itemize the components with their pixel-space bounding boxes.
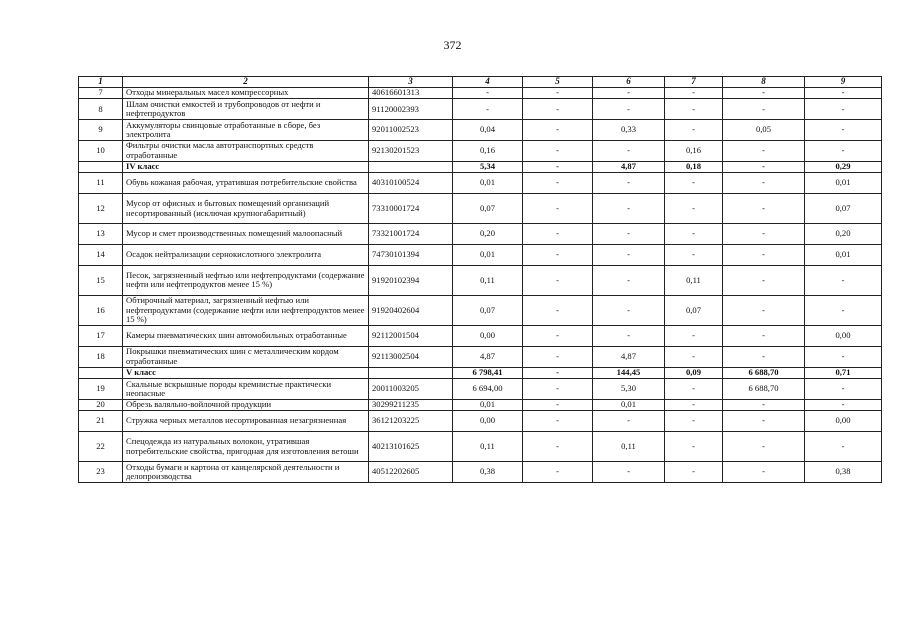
cell-code: 30299211235 (369, 399, 453, 410)
cell-c6: - (593, 265, 665, 295)
cell-c6: - (593, 88, 665, 99)
cell-c5: - (523, 411, 593, 432)
cell-c8: - (723, 224, 805, 245)
header-cell: 1 (79, 77, 123, 88)
cell-n: 11 (79, 173, 123, 194)
cell-c7: 0,07 (665, 295, 723, 325)
cell-n: 13 (79, 224, 123, 245)
cell-name: Обтирочный материал, загрязненный нефтью или нефтепродуктами (содержание нефти или нефтепродуктов менее 15 %) (123, 295, 369, 325)
table-row (79, 173, 882, 194)
cell-c5: - (523, 462, 593, 483)
cell-code: 40213101625 (369, 432, 453, 462)
cell-c5: - (523, 173, 593, 194)
cell-name: IV класс (123, 161, 369, 172)
cell-n: 22 (79, 432, 123, 462)
cell-c5: - (523, 161, 593, 172)
cell-c9: 0,01 (805, 244, 882, 265)
cell-c6: - (593, 462, 665, 483)
cell-c9: - (805, 295, 882, 325)
cell-c4: 0,04 (453, 120, 523, 141)
cell-c8: 6 688,70 (723, 367, 805, 378)
cell-c4: 0,07 (453, 193, 523, 223)
table-row (79, 88, 882, 99)
cell-code: 40512202605 (369, 462, 453, 483)
class-row (79, 367, 882, 378)
cell-c6: - (593, 99, 665, 120)
cell-name: Мусор от офисных и бытовых помещений организаций несортированный (исключая крупногабаритный) (123, 193, 369, 223)
cell-c4: 6 694,00 (453, 379, 523, 400)
page-number: 372 (443, 38, 462, 52)
cell-c7: - (665, 244, 723, 265)
cell-c5: - (523, 265, 593, 295)
cell-n: 20 (79, 399, 123, 410)
header-cell: 4 (453, 77, 523, 88)
cell-name: Отходы бумаги и картона от канцелярской деятельности и делопроизводства (123, 462, 369, 483)
cell-c5: - (523, 295, 593, 325)
cell-c8: - (723, 244, 805, 265)
cell-c4: - (453, 88, 523, 99)
cell-name: Фильтры очистки масла автотранспортных средств отработанные (123, 140, 369, 161)
cell-c9: 0,29 (805, 161, 882, 172)
cell-name: V класс (123, 367, 369, 378)
cell-c8: 0,05 (723, 120, 805, 141)
table-row (79, 379, 882, 400)
cell-code: 91920402604 (369, 295, 453, 325)
table-row (79, 295, 882, 325)
cell-c4: 0,11 (453, 432, 523, 462)
cell-name: Обрезь валяльно-войлочной продукции (123, 399, 369, 410)
header-cell: 6 (593, 77, 665, 88)
header-cell: 3 (369, 77, 453, 88)
cell-n (79, 161, 123, 172)
cell-code: 92130201523 (369, 140, 453, 161)
cell-c6: - (593, 193, 665, 223)
cell-c4: - (453, 99, 523, 120)
cell-c9: 0,01 (805, 173, 882, 194)
cell-c4: 0,11 (453, 265, 523, 295)
cell-c8: - (723, 346, 805, 367)
cell-n: 8 (79, 99, 123, 120)
cell-c5: - (523, 379, 593, 400)
cell-n: 10 (79, 140, 123, 161)
cell-c5: - (523, 346, 593, 367)
header-row (79, 77, 882, 88)
cell-c9: - (805, 140, 882, 161)
cell-c8: - (723, 432, 805, 462)
cell-c7: 0,11 (665, 265, 723, 295)
cell-c6: - (593, 411, 665, 432)
cell-c8: - (723, 326, 805, 347)
cell-c8: - (723, 411, 805, 432)
cell-c5: - (523, 326, 593, 347)
cell-c4: 0,00 (453, 326, 523, 347)
cell-n: 17 (79, 326, 123, 347)
cell-c7: - (665, 173, 723, 194)
cell-c6: - (593, 244, 665, 265)
table-row (79, 411, 882, 432)
cell-n: 19 (79, 379, 123, 400)
cell-c9: - (805, 346, 882, 367)
cell-c8: 6 688,70 (723, 379, 805, 400)
cell-c5: - (523, 224, 593, 245)
table-row (79, 99, 882, 120)
cell-c6: 5,30 (593, 379, 665, 400)
cell-n: 12 (79, 193, 123, 223)
table-row (79, 193, 882, 223)
cell-c8: - (723, 462, 805, 483)
cell-c6: 0,33 (593, 120, 665, 141)
cell-c4: 4,87 (453, 346, 523, 367)
cell-c4: 5,34 (453, 161, 523, 172)
cell-c8: - (723, 88, 805, 99)
header-cell: 5 (523, 77, 593, 88)
cell-code: 91920102394 (369, 265, 453, 295)
cell-c9: 0,71 (805, 367, 882, 378)
cell-code: 92112001504 (369, 326, 453, 347)
table-row (79, 432, 882, 462)
cell-c4: 6 798,41 (453, 367, 523, 378)
cell-c8: - (723, 265, 805, 295)
cell-c9: - (805, 99, 882, 120)
cell-name: Спецодежда из натуральных волокон, утратившая потребительские свойства, пригодная для изготовления ветоши (123, 432, 369, 462)
cell-c8: - (723, 193, 805, 223)
cell-name: Покрышки пневматических шин с металлическим кордом отработанные (123, 346, 369, 367)
cell-c6: 0,11 (593, 432, 665, 462)
cell-c8: - (723, 161, 805, 172)
cell-c6: - (593, 140, 665, 161)
cell-name: Отходы минеральных масел компрессорных (123, 88, 369, 99)
cell-c4: 0,00 (453, 411, 523, 432)
cell-c5: - (523, 367, 593, 378)
cell-n: 18 (79, 346, 123, 367)
cell-code (369, 367, 453, 378)
cell-c9: - (805, 399, 882, 410)
cell-n: 23 (79, 462, 123, 483)
cell-c6: - (593, 224, 665, 245)
cell-c5: - (523, 140, 593, 161)
table-body (79, 88, 882, 483)
cell-c9: - (805, 265, 882, 295)
header-cell: 9 (805, 77, 882, 88)
cell-c5: - (523, 120, 593, 141)
cell-c9: - (805, 120, 882, 141)
cell-c5: - (523, 88, 593, 99)
cell-code: 40616601313 (369, 88, 453, 99)
cell-c7: - (665, 399, 723, 410)
cell-c9: - (805, 379, 882, 400)
table-row (79, 399, 882, 410)
cell-c7: - (665, 432, 723, 462)
cell-c5: - (523, 432, 593, 462)
table-row (79, 120, 882, 141)
cell-c4: 0,01 (453, 173, 523, 194)
cell-code: 73310001724 (369, 193, 453, 223)
cell-c8: - (723, 399, 805, 410)
cell-n: 21 (79, 411, 123, 432)
cell-c9: - (805, 432, 882, 462)
class-row (79, 161, 882, 172)
waste-table (78, 76, 882, 483)
table-row (79, 224, 882, 245)
cell-c9: - (805, 88, 882, 99)
cell-c8: - (723, 99, 805, 120)
cell-name: Песок, загрязненный нефтью или нефтепродуктами (содержание нефти или нефтепродуктов менее 15 %) (123, 265, 369, 295)
cell-c7: - (665, 462, 723, 483)
cell-c7: - (665, 88, 723, 99)
cell-c8: - (723, 140, 805, 161)
cell-c5: - (523, 244, 593, 265)
cell-name: Стружка черных металлов несортированная незагрязненная (123, 411, 369, 432)
cell-code: 92113002504 (369, 346, 453, 367)
cell-c5: - (523, 193, 593, 223)
cell-n: 16 (79, 295, 123, 325)
cell-code: 92011002523 (369, 120, 453, 141)
cell-name: Шлам очистки емкостей и трубопроводов от нефти и нефтепродуктов (123, 99, 369, 120)
cell-n: 15 (79, 265, 123, 295)
cell-c6: - (593, 326, 665, 347)
cell-c7: - (665, 224, 723, 245)
header-cell: 7 (665, 77, 723, 88)
cell-n: 14 (79, 244, 123, 265)
cell-c6: 144,45 (593, 367, 665, 378)
cell-c6: - (593, 173, 665, 194)
cell-name: Аккумуляторы свинцовые отработанные в сборе, без электролита (123, 120, 369, 141)
cell-code (369, 161, 453, 172)
cell-c7: - (665, 99, 723, 120)
cell-c4: 0,38 (453, 462, 523, 483)
cell-n: 7 (79, 88, 123, 99)
cell-c8: - (723, 295, 805, 325)
cell-code: 36121203225 (369, 411, 453, 432)
cell-c7: - (665, 120, 723, 141)
cell-c6: 4,87 (593, 346, 665, 367)
cell-code: 74730101394 (369, 244, 453, 265)
cell-c9: 0,07 (805, 193, 882, 223)
cell-c6: 0,01 (593, 399, 665, 410)
cell-c7: 0,16 (665, 140, 723, 161)
cell-c5: - (523, 99, 593, 120)
cell-c7: 0,09 (665, 367, 723, 378)
cell-c8: - (723, 173, 805, 194)
cell-name: Осадок нейтрализации сернокислотного электролита (123, 244, 369, 265)
cell-n: 9 (79, 120, 123, 141)
cell-c4: 0,16 (453, 140, 523, 161)
cell-c6: 4,87 (593, 161, 665, 172)
cell-c7: - (665, 326, 723, 347)
cell-c4: 0,01 (453, 244, 523, 265)
cell-c7: 0,18 (665, 161, 723, 172)
cell-code: 73321001724 (369, 224, 453, 245)
table-row (79, 326, 882, 347)
table-row (79, 244, 882, 265)
cell-name: Скальные вскрышные породы кремнистые практически неопасные (123, 379, 369, 400)
cell-c5: - (523, 399, 593, 410)
table-row (79, 140, 882, 161)
table-row (79, 346, 882, 367)
cell-c7: - (665, 346, 723, 367)
cell-name: Мусор и смет производственных помещений малоопасный (123, 224, 369, 245)
table-row (79, 265, 882, 295)
cell-c6: - (593, 295, 665, 325)
table-row (79, 462, 882, 483)
cell-code: 91120002393 (369, 99, 453, 120)
cell-name: Камеры пневматических шин автомобильных отработанные (123, 326, 369, 347)
cell-c4: 0,20 (453, 224, 523, 245)
cell-c9: 0,00 (805, 411, 882, 432)
cell-c9: 0,00 (805, 326, 882, 347)
cell-c9: 0,20 (805, 224, 882, 245)
cell-code: 40310100524 (369, 173, 453, 194)
header-cell: 2 (123, 77, 369, 88)
cell-c4: 0,07 (453, 295, 523, 325)
cell-c7: - (665, 411, 723, 432)
cell-code: 20011003205 (369, 379, 453, 400)
cell-c7: - (665, 379, 723, 400)
cell-c9: 0,38 (805, 462, 882, 483)
cell-n (79, 367, 123, 378)
cell-name: Обувь кожаная рабочая, утратившая потребительские свойства (123, 173, 369, 194)
cell-c7: - (665, 193, 723, 223)
header-cell: 8 (723, 77, 805, 88)
cell-c4: 0,01 (453, 399, 523, 410)
